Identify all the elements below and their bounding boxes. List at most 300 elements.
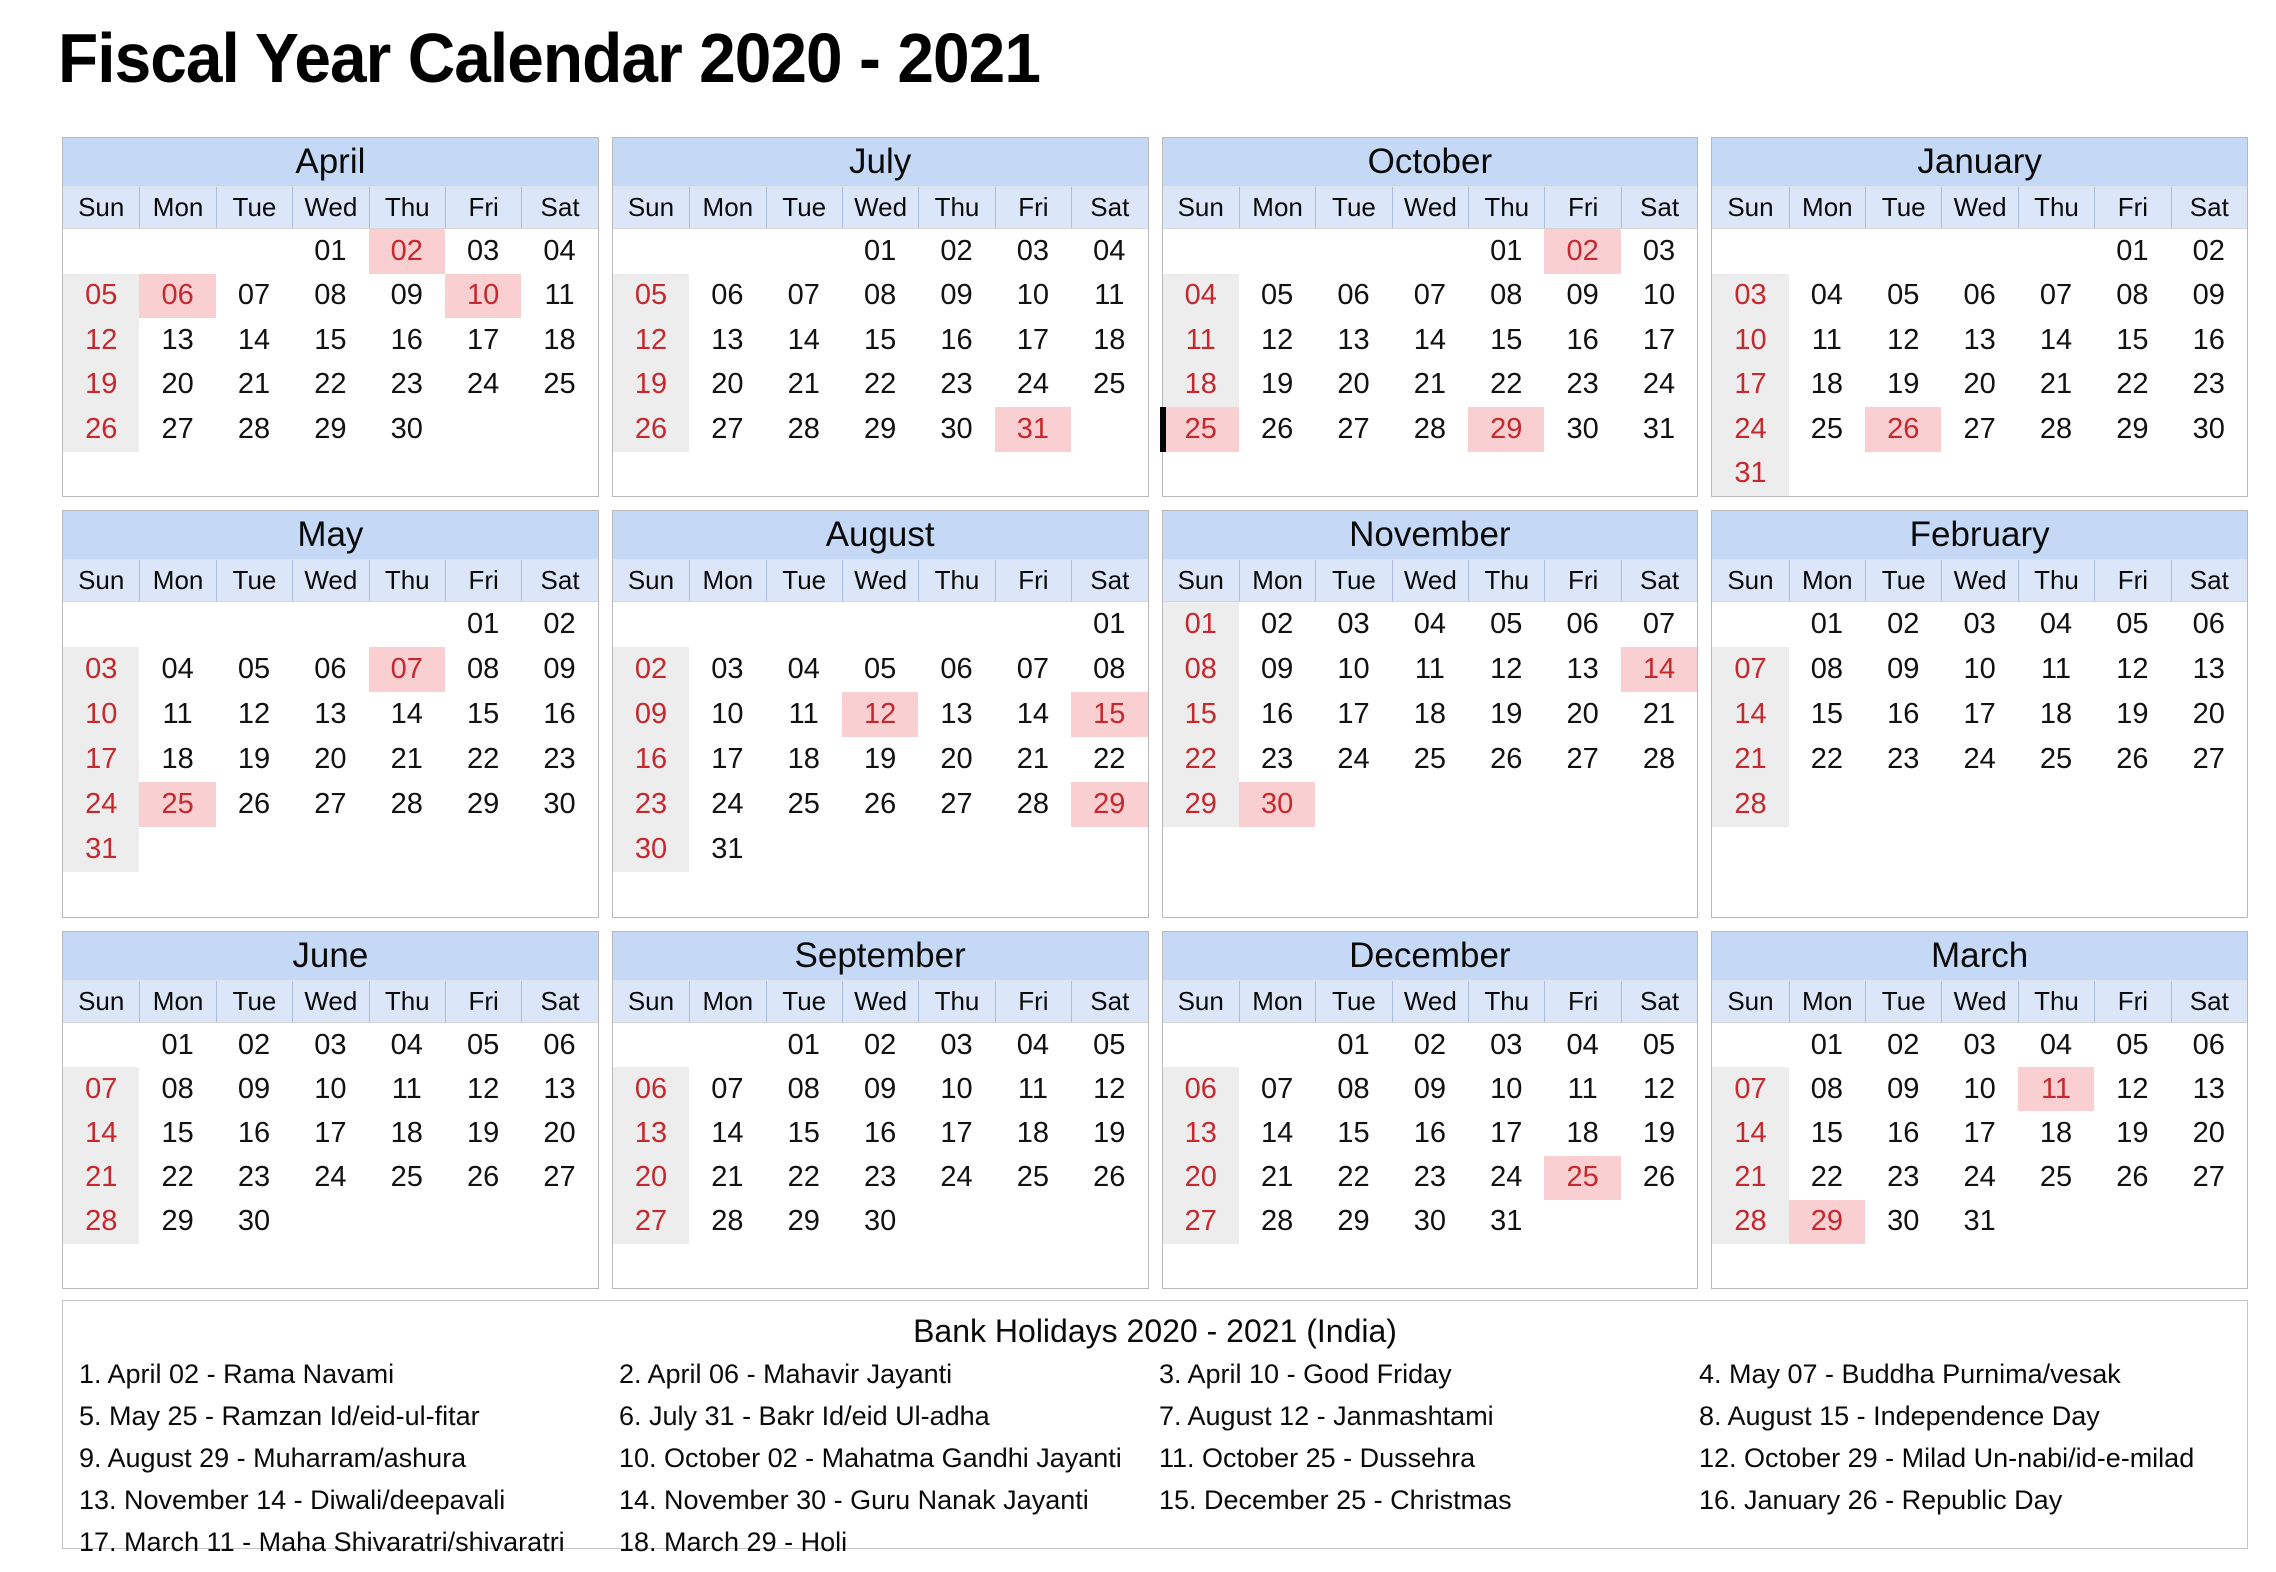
holiday-item: 10. October 02 - Mahatma Gandhi Jayanti xyxy=(619,1443,1122,1473)
day-grid xyxy=(63,602,598,917)
day-cell: 28 xyxy=(63,1200,139,1244)
day-cell: 31 xyxy=(1490,1205,1523,1238)
day-cell: 17 xyxy=(1016,323,1050,356)
empty-cell xyxy=(369,1200,445,1244)
day-cell: 15 xyxy=(467,698,500,730)
weekday-label: Sun xyxy=(627,192,675,222)
day-cell: 30 xyxy=(613,827,689,872)
day-cell: 06 xyxy=(1337,279,1370,312)
empty-cell xyxy=(1865,782,1941,827)
weekday-label: Tue xyxy=(1315,560,1391,601)
weekday-label: Sat xyxy=(1621,981,1697,1022)
day-cell: 03 xyxy=(1016,234,1050,267)
empty-cell xyxy=(918,872,994,917)
empty-cell xyxy=(1789,782,1865,827)
day-cell: 16 xyxy=(2192,323,2225,356)
weekday-label: Tue xyxy=(1865,981,1941,1022)
empty-cell xyxy=(1789,827,1865,872)
month-title: March xyxy=(1712,932,2247,981)
empty-cell xyxy=(1865,872,1941,917)
empty-cell xyxy=(689,872,765,917)
empty-cell xyxy=(995,827,1071,872)
empty-cell xyxy=(1621,1200,1697,1244)
day-cell: 06 xyxy=(1163,1067,1239,1111)
day-cell: 24 xyxy=(940,1161,973,1194)
empty-cell xyxy=(139,602,215,647)
day-cell: 11 xyxy=(2040,653,2072,685)
weekday-label: Mon xyxy=(1239,187,1315,228)
day-cell: 27 xyxy=(314,788,347,820)
day-cell: 14 xyxy=(237,323,271,356)
day-cell: 18 xyxy=(2039,1116,2073,1149)
page-title: Fiscal Year Calendar 2020 - 2021 xyxy=(58,19,1040,97)
day-cell: 03 xyxy=(1963,608,1996,640)
day-cell: 25 xyxy=(1016,1161,1050,1194)
empty-cell xyxy=(2018,782,2094,827)
weekday-label: Sat xyxy=(1621,560,1697,601)
day-cell: 01 xyxy=(161,1028,194,1061)
weekday-label: Thu xyxy=(1468,560,1544,601)
day-cell: 08 xyxy=(2116,279,2149,312)
empty-cell xyxy=(1712,872,1788,917)
month-title: September xyxy=(613,932,1148,981)
empty-cell xyxy=(1468,872,1544,917)
day-cell: 13 xyxy=(1963,323,1996,356)
bank-holidays-list xyxy=(79,1359,2231,1558)
day-grid xyxy=(1163,602,1698,917)
day-cell: 16 xyxy=(1413,1116,1446,1149)
day-cell: 08 xyxy=(1810,1072,1843,1105)
empty-cell xyxy=(1163,229,1239,274)
day-cell: 22 xyxy=(2116,368,2149,401)
weekday-header-row xyxy=(63,187,598,229)
day-cell: 17 xyxy=(1490,1116,1523,1149)
empty-cell xyxy=(139,827,215,872)
empty-cell xyxy=(1163,1244,1239,1288)
day-cell: 14 xyxy=(1712,692,1788,737)
holiday-item: 6. July 31 - Bakr Id/eid Ul-adha xyxy=(619,1401,990,1431)
month-title: July xyxy=(613,138,1148,187)
day-cell: 22 xyxy=(863,368,897,401)
empty-cell xyxy=(918,1200,994,1244)
day-cell: 15 xyxy=(1490,323,1523,356)
day-cell: 29 xyxy=(467,788,500,820)
empty-cell xyxy=(995,452,1071,497)
day-cell: 05 xyxy=(613,274,689,319)
day-cell: 04 xyxy=(1016,1028,1050,1061)
day-cell: 28 xyxy=(1712,1200,1788,1244)
empty-cell xyxy=(1239,872,1315,917)
day-cell: 09 xyxy=(1566,279,1599,312)
empty-cell xyxy=(521,827,597,872)
empty-cell xyxy=(766,872,842,917)
day-cell: 25 xyxy=(543,368,576,401)
month-december xyxy=(1162,931,1699,1289)
holiday-item: 1. April 02 - Rama Navami xyxy=(79,1359,395,1389)
day-cell: 30 xyxy=(543,788,576,820)
day-cell: 26 xyxy=(467,1161,500,1194)
day-cell: 13 xyxy=(940,698,973,730)
day-cell: 11 xyxy=(788,698,819,730)
empty-cell xyxy=(369,452,445,497)
holiday-item: 8. August 15 - Independence Day xyxy=(1699,1401,2100,1431)
weekday-label: Wed xyxy=(292,187,368,228)
empty-cell xyxy=(1941,782,2017,827)
empty-cell xyxy=(521,872,597,917)
weekday-label: Sun xyxy=(1177,565,1224,595)
empty-cell xyxy=(1071,1200,1147,1244)
day-cell: 27 xyxy=(711,412,744,445)
day-cell: 19 xyxy=(2116,698,2149,730)
empty-cell xyxy=(2094,452,2170,497)
empty-cell xyxy=(139,229,215,274)
weekday-label: Sun xyxy=(78,986,125,1016)
day-cell: 02 xyxy=(863,1028,897,1061)
day-cell: 23 xyxy=(1887,1161,1920,1194)
day-cell: 23 xyxy=(940,368,973,401)
day-cell: 23 xyxy=(863,1161,897,1194)
day-cell: 27 xyxy=(543,1161,576,1194)
day-cell: 27 xyxy=(1337,412,1370,445)
bank-holidays-title: Bank Holidays 2020 - 2021 (India) xyxy=(913,1313,1397,1349)
day-cell: 21 xyxy=(237,368,271,401)
empty-cell xyxy=(2094,1200,2170,1244)
day-cell: 30 xyxy=(2192,412,2225,445)
day-cell: 10 xyxy=(1490,1072,1523,1105)
empty-cell xyxy=(1071,827,1147,872)
empty-cell xyxy=(1071,407,1147,452)
day-cell: 16 xyxy=(1887,1116,1920,1149)
empty-cell xyxy=(369,872,445,917)
day-cell: 31 xyxy=(1642,412,1676,445)
month-november xyxy=(1162,510,1699,918)
month-title: February xyxy=(1712,511,2247,560)
day-cell: 14 xyxy=(787,323,820,356)
day-cell: 19 xyxy=(863,743,897,775)
day-cell: 26 xyxy=(63,407,139,452)
empty-cell xyxy=(1468,452,1544,497)
day-cell: 08 xyxy=(1810,653,1843,685)
day-cell: 02 xyxy=(1887,1028,1920,1061)
day-cell: 17 xyxy=(63,737,139,782)
day-cell: 25 xyxy=(1413,743,1446,775)
empty-cell xyxy=(1071,1244,1147,1288)
day-cell: 21 xyxy=(711,1161,744,1194)
weekday-label: Fri xyxy=(995,187,1071,228)
day-cell: 28 xyxy=(2039,412,2073,445)
day-cell: 03 xyxy=(1337,608,1370,640)
empty-cell xyxy=(689,452,765,497)
empty-cell xyxy=(445,872,521,917)
day-cell: 30 xyxy=(863,1205,897,1238)
empty-cell xyxy=(292,827,368,872)
weekday-label: Thu xyxy=(918,187,994,228)
day-cell: 05 xyxy=(63,274,139,319)
day-cell: 08 xyxy=(787,1072,820,1105)
day-cell: 18 xyxy=(1163,363,1239,408)
weekday-label: Wed xyxy=(842,187,918,228)
day-cell: 05 xyxy=(2116,608,2149,640)
empty-cell xyxy=(1315,452,1391,497)
day-cell: 21 xyxy=(1642,698,1676,730)
empty-cell xyxy=(613,1023,689,1067)
empty-cell xyxy=(766,452,842,497)
day-cell: 29 xyxy=(314,412,347,445)
weekday-label: Thu xyxy=(369,560,445,601)
day-cell: 29 xyxy=(863,412,897,445)
weekday-label: Mon xyxy=(1239,981,1315,1022)
empty-cell xyxy=(918,1244,994,1288)
weekday-label: Wed xyxy=(842,560,918,601)
empty-cell xyxy=(1239,452,1315,497)
empty-cell xyxy=(689,1023,765,1067)
day-cell: 10 xyxy=(314,1072,347,1105)
empty-cell xyxy=(2094,872,2170,917)
day-cell: 09 xyxy=(390,279,423,312)
empty-cell xyxy=(1544,1200,1620,1244)
day-cell: 23 xyxy=(1887,743,1920,775)
day-cell: 24 xyxy=(1016,368,1050,401)
day-grid xyxy=(1163,1023,1698,1288)
day-cell: 15 xyxy=(1071,692,1147,737)
day-cell: 17 xyxy=(314,1116,347,1149)
empty-cell xyxy=(1941,827,2017,872)
day-cell: 24 xyxy=(1337,743,1370,775)
weekday-label: Thu xyxy=(918,560,994,601)
day-cell: 12 xyxy=(1260,323,1294,356)
day-cell: 22 xyxy=(314,368,347,401)
empty-cell xyxy=(2171,827,2247,872)
holiday-item: 7. August 12 - Janmashtami xyxy=(1159,1401,1494,1431)
day-cell: 14 xyxy=(1621,647,1697,692)
day-cell: 16 xyxy=(237,1116,271,1149)
day-cell: 30 xyxy=(1887,1205,1920,1238)
day-cell: 07 xyxy=(237,279,271,312)
day-cell: 03 xyxy=(711,653,744,685)
day-cell: 06 xyxy=(613,1067,689,1111)
month-title: August xyxy=(613,511,1148,560)
day-cell: 16 xyxy=(940,323,973,356)
day-cell: 30 xyxy=(390,412,423,445)
day-cell: 09 xyxy=(1260,653,1294,685)
empty-cell xyxy=(918,827,994,872)
day-cell: 28 xyxy=(711,1205,744,1238)
day-cell: 03 xyxy=(314,1028,347,1061)
month-march xyxy=(1711,931,2248,1289)
day-cell: 04 xyxy=(543,234,576,267)
day-cell: 13 xyxy=(2192,653,2225,685)
day-grid xyxy=(63,229,598,496)
day-cell: 12 xyxy=(1490,653,1523,685)
day-cell: 20 xyxy=(314,743,347,775)
day-cell: 28 xyxy=(1260,1205,1294,1238)
weekday-label: Fri xyxy=(1544,560,1620,601)
day-cell: 29 xyxy=(2116,412,2149,445)
day-cell: 15 xyxy=(1163,692,1239,737)
weekday-label: Thu xyxy=(918,981,994,1022)
day-cell: 27 xyxy=(613,1200,689,1244)
day-cell: 29 xyxy=(1163,782,1239,827)
empty-cell xyxy=(1163,872,1239,917)
day-cell: 22 xyxy=(1810,1161,1843,1194)
day-cell: 01 xyxy=(1490,234,1523,267)
day-cell: 31 xyxy=(1963,1205,1996,1238)
day-cell: 04 xyxy=(787,653,820,685)
day-cell: 16 xyxy=(1566,323,1599,356)
weekday-label: Thu xyxy=(369,187,445,228)
day-cell: 23 xyxy=(2192,368,2225,401)
day-cell: 24 xyxy=(1642,368,1676,401)
empty-cell xyxy=(1392,782,1468,827)
day-grid xyxy=(1712,602,2247,917)
weekday-label: Mon xyxy=(139,981,215,1022)
weekday-header-row xyxy=(613,560,1148,602)
weekday-label: Mon xyxy=(139,187,215,228)
month-title: October xyxy=(1163,138,1698,187)
empty-cell xyxy=(2171,1244,2247,1288)
day-cell: 17 xyxy=(1963,1116,1996,1149)
day-cell: 05 xyxy=(237,653,271,685)
weekday-label: Mon xyxy=(139,560,215,601)
day-cell: 08 xyxy=(1490,279,1523,312)
empty-cell xyxy=(1621,1244,1697,1288)
day-cell: 19 xyxy=(1642,1116,1676,1149)
weekday-label: Sun xyxy=(1177,986,1224,1016)
day-cell: 05 xyxy=(1642,1028,1676,1061)
empty-cell xyxy=(292,602,368,647)
day-cell: 20 xyxy=(2192,1116,2225,1149)
holiday-item: 18. March 29 - Holi xyxy=(619,1527,848,1557)
day-cell: 15 xyxy=(787,1116,820,1149)
day-cell: 07 xyxy=(787,279,820,312)
empty-cell xyxy=(2171,782,2247,827)
empty-cell xyxy=(1392,827,1468,872)
day-cell: 04 xyxy=(1413,608,1446,640)
empty-cell xyxy=(2018,872,2094,917)
day-cell: 10 xyxy=(940,1072,973,1105)
empty-cell xyxy=(139,872,215,917)
empty-cell xyxy=(1865,229,1941,274)
empty-cell xyxy=(1789,452,1865,497)
day-cell: 14 xyxy=(2039,323,2073,356)
month-title: November xyxy=(1163,511,1698,560)
day-cell: 09 xyxy=(613,692,689,737)
day-cell: 10 xyxy=(1642,279,1676,312)
day-cell: 01 xyxy=(1093,608,1126,640)
empty-cell xyxy=(995,1244,1071,1288)
day-grid xyxy=(1712,229,2247,496)
day-grid xyxy=(1163,229,1698,496)
weekday-header-row xyxy=(63,981,598,1023)
weekday-label: Tue xyxy=(1315,187,1391,228)
day-cell: 30 xyxy=(1566,412,1599,445)
day-cell: 20 xyxy=(1337,368,1370,401)
weekday-label: Tue xyxy=(216,981,292,1022)
day-cell: 23 xyxy=(1566,368,1599,401)
empty-cell xyxy=(1544,872,1620,917)
weekday-header-row xyxy=(1163,560,1698,602)
day-cell: 09 xyxy=(863,1072,897,1105)
day-cell: 05 xyxy=(2116,1028,2149,1061)
weekday-header-row xyxy=(1712,560,2247,602)
day-cell: 15 xyxy=(1810,1116,1843,1149)
day-cell: 25 xyxy=(2039,743,2073,775)
weekday-label: Fri xyxy=(2094,560,2170,601)
day-cell: 19 xyxy=(2116,1116,2149,1149)
day-cell: 26 xyxy=(863,788,897,820)
day-cell: 19 xyxy=(237,743,271,775)
day-cell: 12 xyxy=(467,1072,500,1105)
month-title: June xyxy=(63,932,598,981)
day-cell: 23 xyxy=(1413,1161,1446,1194)
day-cell: 02 xyxy=(1413,1028,1446,1061)
day-cell: 29 xyxy=(1071,782,1147,827)
day-cell: 15 xyxy=(2116,323,2149,356)
day-cell: 31 xyxy=(63,827,139,872)
empty-cell xyxy=(1941,872,2017,917)
day-cell: 26 xyxy=(613,407,689,452)
holiday-item: 4. May 07 - Buddha Purnima/vesak xyxy=(1699,1359,2121,1389)
empty-cell xyxy=(2094,1244,2170,1288)
day-cell: 09 xyxy=(2192,279,2225,312)
day-cell: 23 xyxy=(613,782,689,827)
holiday-item: 5. May 25 - Ramzan Id/eid-ul-fitar xyxy=(79,1401,480,1431)
day-cell: 10 xyxy=(63,692,139,737)
day-cell: 27 xyxy=(1963,412,1996,445)
day-cell: 26 xyxy=(2116,743,2149,775)
empty-cell xyxy=(63,229,139,274)
day-cell: 22 xyxy=(1490,368,1523,401)
day-cell: 14 xyxy=(711,1116,744,1149)
day-cell: 27 xyxy=(1163,1200,1239,1244)
day-cell: 18 xyxy=(1566,1116,1599,1149)
weekday-label: Fri xyxy=(445,187,521,228)
day-cell: 18 xyxy=(543,323,576,356)
day-cell: 02 xyxy=(1887,608,1920,640)
empty-cell xyxy=(689,602,765,647)
day-grid xyxy=(613,602,1148,917)
day-cell: 11 xyxy=(1414,653,1445,685)
day-cell: 28 xyxy=(1712,782,1788,827)
day-cell: 31 xyxy=(995,407,1071,452)
weekday-label: Tue xyxy=(216,187,292,228)
day-cell: 09 xyxy=(1413,1072,1446,1105)
day-cell: 21 xyxy=(63,1156,139,1200)
day-cell: 31 xyxy=(711,833,744,865)
empty-cell xyxy=(1239,229,1315,274)
weekday-header-row xyxy=(613,187,1148,229)
day-cell: 11 xyxy=(1094,279,1125,312)
bank-holidays-box xyxy=(62,1300,2248,1557)
weekday-label: Wed xyxy=(1941,981,2017,1022)
day-cell: 01 xyxy=(1810,608,1843,640)
empty-cell xyxy=(292,1244,368,1288)
weekday-label: Sat xyxy=(521,560,597,601)
day-cell: 01 xyxy=(1337,1028,1370,1061)
day-cell: 07 xyxy=(1712,647,1788,692)
day-cell: 26 xyxy=(2116,1161,2149,1194)
weekday-label: Thu xyxy=(2018,560,2094,601)
weekday-label: Sun xyxy=(1727,986,1774,1016)
holiday-item: 9. August 29 - Muharram/ashura xyxy=(79,1443,467,1473)
day-cell: 19 xyxy=(467,1116,500,1149)
empty-cell xyxy=(445,407,521,452)
empty-cell xyxy=(445,452,521,497)
day-cell: 02 xyxy=(1260,608,1294,640)
day-cell: 12 xyxy=(842,692,918,737)
day-cell: 18 xyxy=(1810,368,1843,401)
day-cell: 19 xyxy=(1490,698,1523,730)
